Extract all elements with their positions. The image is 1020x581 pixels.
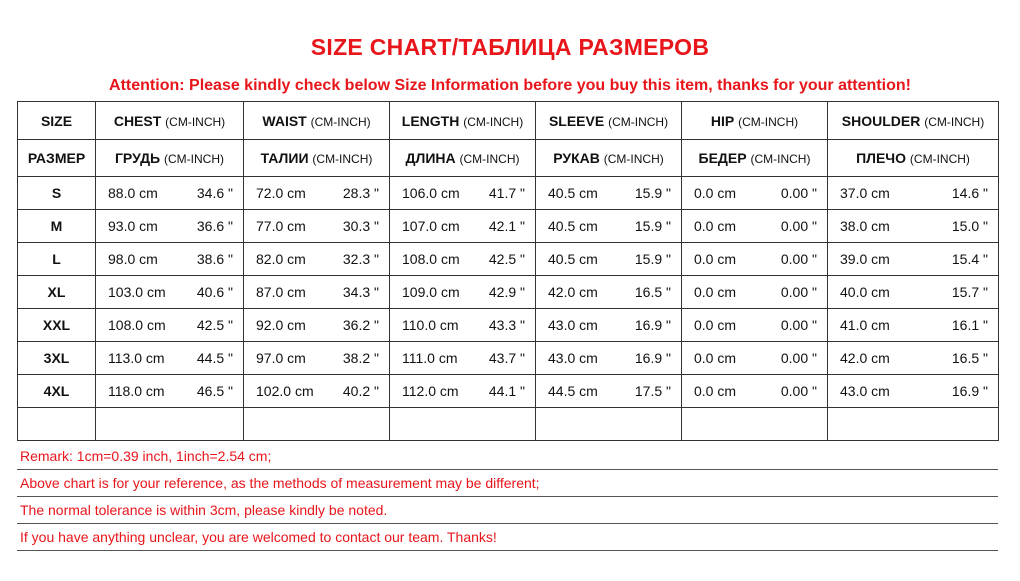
length-cell [390, 375, 536, 408]
size-label: M [18, 210, 96, 243]
hip-cm-value: 0.0 cm [694, 383, 737, 399]
waist-cm-value: 102.0 cm [256, 383, 314, 399]
length-cell [390, 210, 536, 243]
waist-cm-value: 82.0 cm [256, 251, 306, 267]
hip-cm-value: 0.0 cm [694, 218, 737, 234]
sleeve-cm-value: 44.5 cm [548, 383, 598, 399]
length-cell [390, 309, 536, 342]
attention-notice: Attention: Please kindly check below Size Information before you buy this item, thanks for your attention! [109, 77, 911, 94]
chest-inch-value: 40.6 " [196, 284, 233, 300]
remark-row [17, 524, 998, 551]
shoulder-inch-value: 16.5 " [951, 350, 988, 366]
waist-inch-value: 30.3 " [342, 218, 379, 234]
sleeve-cell [536, 276, 682, 309]
waist-inch-value: 34.3 " [342, 284, 379, 300]
size-row [18, 276, 999, 309]
length-inch-value: 44.1 " [488, 383, 525, 399]
size-label: 3XL [18, 342, 96, 375]
waist-cm-value: 72.0 cm [256, 185, 306, 201]
size-row [18, 177, 999, 210]
shoulder-cm-value: 41.0 cm [840, 317, 890, 333]
chest-cell [96, 309, 244, 342]
header-size-ru: РАЗМЕР [18, 140, 96, 177]
size-label: XXL [18, 309, 96, 342]
header-shoulder-ru: ПЛЕЧО (CM-INCH) [828, 140, 999, 177]
hip-cm-value: 0.0 cm [694, 251, 737, 267]
chest-inch-value: 36.6 " [196, 218, 233, 234]
shoulder-cell [828, 342, 999, 375]
size-row [18, 243, 999, 276]
remark-row [17, 470, 998, 497]
sleeve-cell [536, 375, 682, 408]
header-waist-ru: ТАЛИИ (CM-INCH) [244, 140, 390, 177]
length-cell [390, 243, 536, 276]
sleeve-cell [536, 243, 682, 276]
header-waist-en: WAIST (CM-INCH) [244, 102, 390, 140]
header-row-ru [18, 140, 999, 177]
sleeve-cell [536, 342, 682, 375]
hip-cell [682, 276, 828, 309]
waist-inch-value: 38.2 " [342, 350, 379, 366]
waist-cm-value: 87.0 cm [256, 284, 306, 300]
hip-inch-value: 0.00 " [780, 284, 817, 300]
hip-inch-value: 0.00 " [780, 218, 817, 234]
waist-cm-value: 97.0 cm [256, 350, 306, 366]
remark-row [17, 443, 998, 470]
chest-cm-value: 93.0 cm [108, 218, 158, 234]
size-label: XL [18, 276, 96, 309]
shoulder-cell [828, 276, 999, 309]
shoulder-inch-value: 15.7 " [951, 284, 988, 300]
hip-cm-value: 0.0 cm [694, 317, 737, 333]
length-cell [390, 177, 536, 210]
hip-cell [682, 309, 828, 342]
length-cm-value: 106.0 cm [402, 185, 460, 201]
hip-inch-value: 0.00 " [780, 383, 817, 399]
length-inch-value: 42.5 " [488, 251, 525, 267]
shoulder-inch-value: 15.4 " [951, 251, 988, 267]
header-row-en [18, 102, 999, 140]
shoulder-cell [828, 375, 999, 408]
length-cell [390, 342, 536, 375]
hip-inch-value: 0.00 " [780, 251, 817, 267]
header-size-en: SIZE [18, 102, 96, 140]
size-row [18, 309, 999, 342]
waist-cm-value: 92.0 cm [256, 317, 306, 333]
waist-cm-value: 77.0 cm [256, 218, 306, 234]
chest-inch-value: 42.5 " [196, 317, 233, 333]
remark-text: If you have anything unclear, you are welcomed to contact our team. Thanks! [17, 524, 998, 551]
length-cm-value: 111.0 cm [402, 350, 458, 366]
chest-cell [96, 276, 244, 309]
header-length-ru: ДЛИНА (CM-INCH) [390, 140, 536, 177]
chest-cell [96, 243, 244, 276]
waist-inch-value: 28.3 " [342, 185, 379, 201]
chest-cell [96, 375, 244, 408]
size-label: S [18, 177, 96, 210]
remark-row [17, 497, 998, 524]
sleeve-cm-value: 40.5 cm [548, 251, 598, 267]
sleeve-cm-value: 43.0 cm [548, 317, 598, 333]
waist-cell [244, 210, 390, 243]
remark-text: Above chart is for your reference, as the methods of measurement may be different; [17, 470, 998, 497]
chest-cell [96, 210, 244, 243]
sleeve-cm-value: 40.5 cm [548, 218, 598, 234]
chest-cm-value: 113.0 cm [108, 350, 165, 366]
chest-cm-value: 103.0 cm [108, 284, 166, 300]
hip-cm-value: 0.0 cm [694, 350, 737, 366]
chest-cell [96, 342, 244, 375]
waist-cell [244, 309, 390, 342]
shoulder-cm-value: 40.0 cm [840, 284, 890, 300]
sleeve-inch-value: 16.5 " [634, 284, 671, 300]
length-inch-value: 43.7 " [488, 350, 525, 366]
header-hip-en: HIP (CM-INCH) [682, 102, 828, 140]
blank-cell [244, 408, 390, 441]
blank-cell [18, 408, 96, 441]
shoulder-cm-value: 42.0 cm [840, 350, 890, 366]
hip-cm-value: 0.0 cm [694, 185, 737, 201]
header-length-en: LENGTH (CM-INCH) [390, 102, 536, 140]
length-inch-value: 42.1 " [488, 218, 525, 234]
length-inch-value: 41.7 " [488, 185, 525, 201]
size-row [18, 375, 999, 408]
chest-cm-value: 98.0 cm [108, 251, 158, 267]
chest-cm-value: 88.0 cm [108, 185, 158, 201]
hip-inch-value: 0.00 " [780, 185, 817, 201]
sleeve-inch-value: 16.9 " [634, 350, 671, 366]
shoulder-cell [828, 177, 999, 210]
shoulder-cm-value: 43.0 cm [840, 383, 890, 399]
header-sleeve-en: SLEEVE (CM-INCH) [536, 102, 682, 140]
hip-cell [682, 210, 828, 243]
blank-cell [96, 408, 244, 441]
shoulder-cell [828, 309, 999, 342]
sleeve-inch-value: 16.9 " [634, 317, 671, 333]
remarks-list [17, 443, 998, 551]
shoulder-cm-value: 39.0 cm [840, 251, 890, 267]
hip-inch-value: 0.00 " [780, 317, 817, 333]
header-shoulder-en: SHOULDER (CM-INCH) [828, 102, 999, 140]
waist-inch-value: 40.2 " [342, 383, 379, 399]
length-cm-value: 107.0 cm [402, 218, 460, 234]
sleeve-cm-value: 40.5 cm [548, 185, 598, 201]
sleeve-inch-value: 15.9 " [634, 251, 671, 267]
header-chest-en: CHEST (CM-INCH) [96, 102, 244, 140]
header-hip-ru: БЕДЕР (CM-INCH) [682, 140, 828, 177]
length-inch-value: 42.9 " [488, 284, 525, 300]
sleeve-cm-value: 42.0 cm [548, 284, 598, 300]
sleeve-inch-value: 15.9 " [634, 218, 671, 234]
shoulder-inch-value: 15.0 " [951, 218, 988, 234]
shoulder-inch-value: 14.6 " [951, 185, 988, 201]
shoulder-cell [828, 243, 999, 276]
chest-cm-value: 108.0 cm [108, 317, 166, 333]
chest-inch-value: 46.5 " [196, 383, 233, 399]
sleeve-cell [536, 210, 682, 243]
hip-cell [682, 243, 828, 276]
size-row [18, 210, 999, 243]
header-sleeve-ru: РУКАВ (CM-INCH) [536, 140, 682, 177]
remark-text: Remark: 1cm=0.39 inch, 1inch=2.54 cm; [17, 443, 998, 470]
shoulder-inch-value: 16.9 " [951, 383, 988, 399]
header-chest-ru: ГРУДЬ (CM-INCH) [96, 140, 244, 177]
waist-cell [244, 177, 390, 210]
chest-inch-value: 38.6 " [196, 251, 233, 267]
waist-cell [244, 342, 390, 375]
sleeve-inch-value: 15.9 " [634, 185, 671, 201]
blank-cell [828, 408, 999, 441]
blank-row [18, 408, 999, 441]
hip-cm-value: 0.0 cm [694, 284, 737, 300]
waist-cell [244, 276, 390, 309]
sleeve-inch-value: 17.5 " [634, 383, 671, 399]
length-cell [390, 276, 536, 309]
sleeve-cell [536, 309, 682, 342]
hip-cell [682, 375, 828, 408]
blank-cell [390, 408, 536, 441]
blank-cell [682, 408, 828, 441]
length-inch-value: 43.3 " [488, 317, 525, 333]
waist-cell [244, 243, 390, 276]
waist-inch-value: 36.2 " [342, 317, 379, 333]
length-cm-value: 112.0 cm [402, 383, 459, 399]
shoulder-cell [828, 210, 999, 243]
sleeve-cell [536, 177, 682, 210]
shoulder-inch-value: 16.1 " [951, 317, 988, 333]
length-cm-value: 109.0 cm [402, 284, 460, 300]
shoulder-cm-value: 37.0 cm [840, 185, 890, 201]
size-rows [18, 177, 999, 408]
blank-cell [536, 408, 682, 441]
size-label: L [18, 243, 96, 276]
waist-inch-value: 32.3 " [342, 251, 379, 267]
hip-cell [682, 342, 828, 375]
size-row [18, 342, 999, 375]
remark-text: The normal tolerance is within 3cm, please kindly be noted. [17, 497, 998, 524]
length-cm-value: 108.0 cm [402, 251, 460, 267]
chest-inch-value: 44.5 " [196, 350, 233, 366]
chest-cm-value: 118.0 cm [108, 383, 165, 399]
hip-inch-value: 0.00 " [780, 350, 817, 366]
hip-cell [682, 177, 828, 210]
page-title: SIZE CHART/ТАБЛИЦА РАЗМЕРОВ [310, 34, 710, 60]
waist-cell [244, 375, 390, 408]
chest-inch-value: 34.6 " [196, 185, 233, 201]
length-cm-value: 110.0 cm [402, 317, 459, 333]
size-chart-table [17, 101, 999, 441]
shoulder-cm-value: 38.0 cm [840, 218, 890, 234]
sleeve-cm-value: 43.0 cm [548, 350, 598, 366]
size-label: 4XL [18, 375, 96, 408]
chest-cell [96, 177, 244, 210]
